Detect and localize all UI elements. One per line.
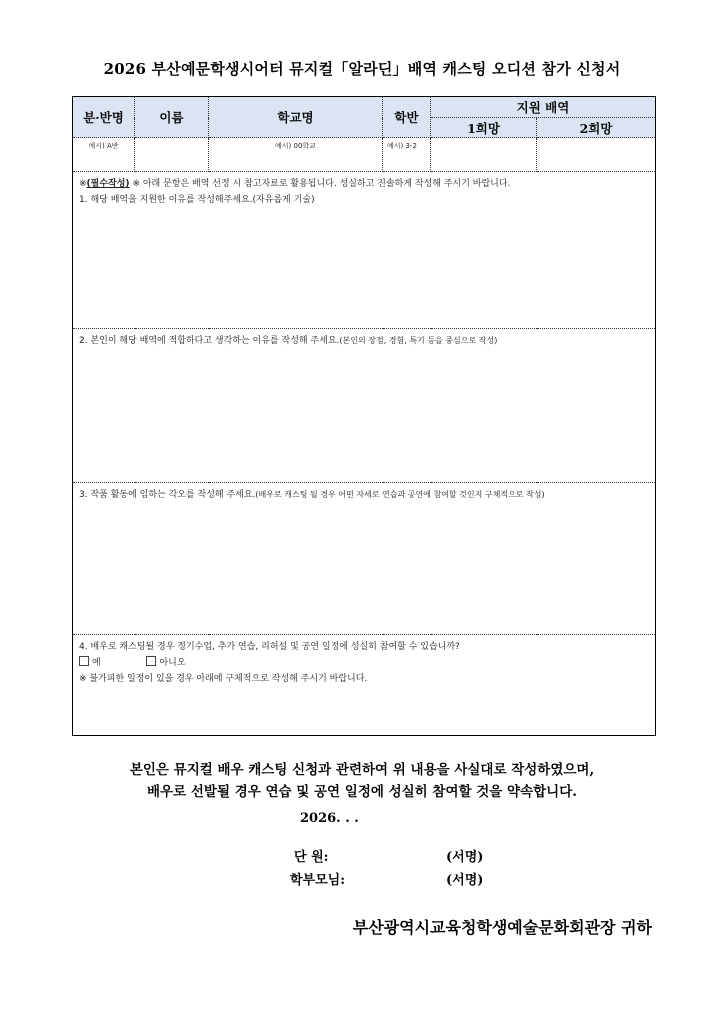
header-role: 지원 배역	[431, 97, 656, 118]
question-2-section[interactable]	[73, 329, 656, 483]
application-table	[72, 96, 656, 736]
question-4: 4. 배우로 캐스팅될 경우 정기수업, 추가 연습, 리허설 및 공연 일정에 성실히 참여할 수 있습니까?	[79, 642, 460, 652]
header-school: 학교명	[209, 97, 383, 138]
yes-checkbox[interactable]	[79, 656, 89, 666]
member-label: 단 원:	[294, 850, 329, 865]
pledge-line-1: 본인은 뮤지컬 배우 캐스팅 신청과 관련하여 위 내용을 사실대로 작성하였으며,	[129, 762, 595, 778]
question-1-section[interactable]	[73, 172, 656, 329]
header-name: 이름	[135, 97, 209, 138]
header-grade: 학반	[383, 97, 431, 138]
date-line[interactable]: 2026. . .	[300, 811, 359, 826]
school-field[interactable]: 예시) 00학교	[209, 138, 383, 172]
class-field[interactable]: 예시) A반	[73, 138, 135, 172]
form-title: 2026 부산예문학생시어터 뮤지컬「알라딘」배역 캐스팅 오디션 참가 신청서	[103, 60, 621, 78]
notice-line: ※(필수작성) ※ 아래 문항은 배역 선정 시 참고자료로 활용됩니다. 성실하고 진솔하게 작성해 주시기 바랍니다.	[79, 179, 511, 189]
parent-sign[interactable]: (서명)	[446, 873, 484, 888]
header-class: 분·반명	[73, 97, 135, 138]
parent-label: 학부모님:	[290, 873, 346, 888]
choice-1-field[interactable]	[431, 138, 537, 172]
name-field[interactable]	[135, 138, 209, 172]
grade-field[interactable]: 예시) 3-2	[383, 138, 431, 172]
question-1: 1. 해당 배역을 지원한 이유를 작성해주세요.(자유롭게 기술)	[79, 195, 315, 205]
required-mark: (필수작성)	[86, 179, 130, 189]
closing-addressee: 부산광역시교육청학생예술문화회관장 귀하	[352, 918, 652, 937]
question-4-note: ※ 불가피한 일정이 있을 경우 아래에 구체적으로 작성해 주시기 바랍니다.	[79, 674, 368, 684]
question-4-options	[79, 655, 649, 671]
question-2: 2. 본인이 해당 배역에 적합하다고 생각하는 이유를 작성해 주세요.(본인의 장점, 경험, 특기 등을 중심으로 작성)	[79, 336, 498, 346]
question-4-section	[73, 635, 656, 736]
no-option[interactable]: 아니오	[146, 658, 185, 668]
pledge-line-2: 배우로 선발될 경우 연습 및 공연 일정에 성실히 참여할 것을 약속합니다.	[147, 784, 577, 800]
header-choice-2: 2희망	[537, 118, 656, 138]
member-sign[interactable]: (서명)	[446, 850, 484, 865]
question-3: 3. 작품 활동에 임하는 각오를 작성해 주세요.(배우로 캐스팅 될 경우 어떤 자세로 연습과 공연에 참여할 것인지 구체적으로 작성)	[79, 490, 545, 500]
no-checkbox[interactable]	[146, 656, 156, 666]
header-choice-1: 1희망	[431, 118, 537, 138]
yes-option[interactable]: 예	[79, 658, 101, 668]
choice-2-field[interactable]	[537, 138, 656, 172]
question-3-section[interactable]	[73, 483, 656, 635]
